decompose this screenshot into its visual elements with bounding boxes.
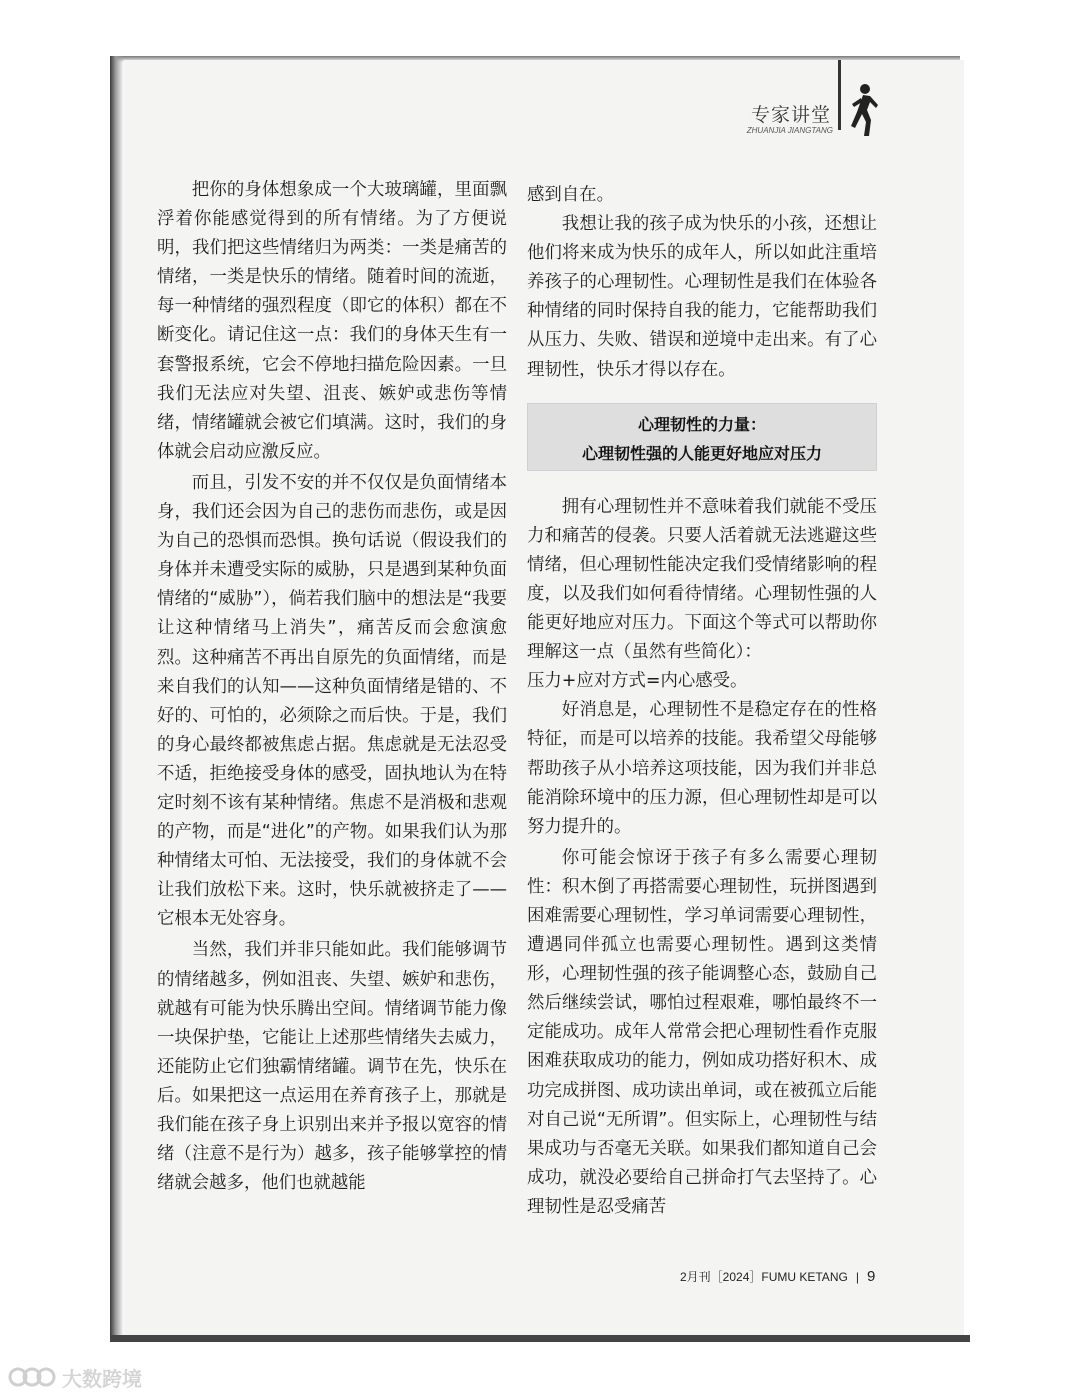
- watermark: [8, 1362, 142, 1392]
- section-pinyin: ZHUANJIA JIANGTANG: [746, 126, 833, 135]
- page-number: 9: [866, 1268, 876, 1285]
- section-title: 专家讲堂: [750, 104, 831, 126]
- paragraph: 你可能会惊讶于孩子有多么需要心理韧性：积木倒了再搭需要心理韧性，玩拼图遇到困难需要心理韧性，学习单词需要心理韧性，遭遇同伴孤立也需要心理韧性。遇到这类情形，心理韧性强的孩子能调整心态，鼓励自己然后继续尝试，哪怕过程艰难，哪怕最终不一定能成功。成年人常常会把心理韧性看作克服困难获取成功的能力，例如成功搭好积木、成功完成拼图、成功读出单词，或在被孤立后能对自己说“无所谓”。但实际上，心理韧性与结果成功与否毫无关联。如果我们都知道自己会成功，就没必要给自己拼命打气去坚持了。心理韧性是忍受痛苦: [527, 847, 877, 1217]
- subheading-box: [527, 403, 877, 471]
- issue-label: 2月刊［2024］FUMU KETANG: [680, 1270, 848, 1284]
- paragraph: 而且，引发不安的并不仅仅是负面情绪本身，我们还会因为自己的悲伤而悲伤，或是因为自己的恐惧而恐惧。换句话说（假设我们的身体并未遭受实际的威胁，只是遇到某种负面情绪的“威胁”），倘若我们脑中的想法是“我要让这种情绪马上消失”，痛苦反而会愈演愈烈。这种痛苦不再出自原先的负面情绪，而是来自我们的认知——这种负面情绪是错的、不好的、可怕的，必须除之而后快。于是，我们的身心最终都被焦虑占据。焦虑就是无法忍受不适，拒绝接受身体的感受，固执地认为在特定时刻不该有某种情绪。焦虑不是消极和悲观的产物，而是“进化”的产物。如果我们认为那种情绪太可怕、无法接受，我们的身体就不会让我们放松下来。这时，快乐就被挤走了——它根本无处容身。: [157, 472, 507, 930]
- paragraph: 拥有心理韧性并不意味着我们就能不受压力和痛苦的侵袭。只要人活着就无法逃避这些情绪，但心理韧性能决定我们受情绪影响的程度，以及我们如何看待情绪。心理韧性强的人能更好地应对压力。下面这个等式可以帮助你理解这一点（虽然有些简化）：: [527, 496, 877, 663]
- subheading-line-2: 心理韧性强的人能更好地应对压力: [581, 443, 822, 463]
- header-rule: [838, 60, 841, 130]
- page-footer: [680, 1268, 875, 1285]
- right-column: [527, 181, 877, 1222]
- paragraph-continuation: 感到自在。: [527, 185, 614, 205]
- paragraph: 当然，我们并非只能如此。我们能够调节的情绪越多，例如沮丧、失望、嫉妒和悲伤，就越有可能为快乐腾出空间。情绪调节能力像一块保护垫，它能让上述那些情绪失去威力，还能防止它们独霸情绪罐。调节在先，快乐在后。如果把这一点运用在养育孩子上，那就是我们能在孩子身上识别出来并予报以宽容的情绪（注意不是行为）越多，孩子能够掌控的情绪就会越多，他们也就越能: [157, 940, 507, 1194]
- scan-edge-bottom: [110, 1335, 970, 1342]
- left-column: [157, 176, 507, 1198]
- paragraph: 好消息是，心理韧性不是稳定存在的性格特征，而是可以培养的技能。我希望父母能够帮助孩子从小培养这项技能，因为我们并非总能消除环境中的压力源，但心理韧性却是可以努力提升的。: [527, 700, 877, 837]
- scan-edge-left: [110, 56, 124, 1341]
- footer-separator: |: [855, 1270, 859, 1284]
- paragraph: 我想让我的孩子成为快乐的小孩，还想让他们将来成为快乐的成年人，所以如此注重培养孩子的心理韧性。心理韧性是我们在体验各种情绪的同时保持自我的能力，它能帮助我们从压力、失败、错误和逆境中走出来。有了心理韧性，快乐才得以存在。: [527, 214, 877, 380]
- formula-line: 压力+应对方式=内心感受。: [527, 671, 748, 692]
- subheading-line-1: 心理韧性的力量：: [637, 414, 766, 434]
- logo-icon: [8, 1365, 56, 1389]
- running-figure-icon: [845, 80, 879, 140]
- watermark-text: 大数跨境: [62, 1366, 142, 1391]
- paragraph: 把你的身体想象成一个大玻璃罐，里面飘浮着你能感觉得到的所有情绪。为了方便说明，我们把这些情绪归为两类：一类是痛苦的情绪，一类是快乐的情绪。随着时间的流逝，每一种情绪的强烈程度（即它的体积）都在不断变化。请记住这一点：我们的身体天生有一套警报系统，它会不停地扫描危险因素。一旦我们无法应对失望、沮丧、嫉妒或悲伤等情绪，情绪罐就会被它们填满。这时，我们的身体就会启动应激反应。: [157, 180, 507, 462]
